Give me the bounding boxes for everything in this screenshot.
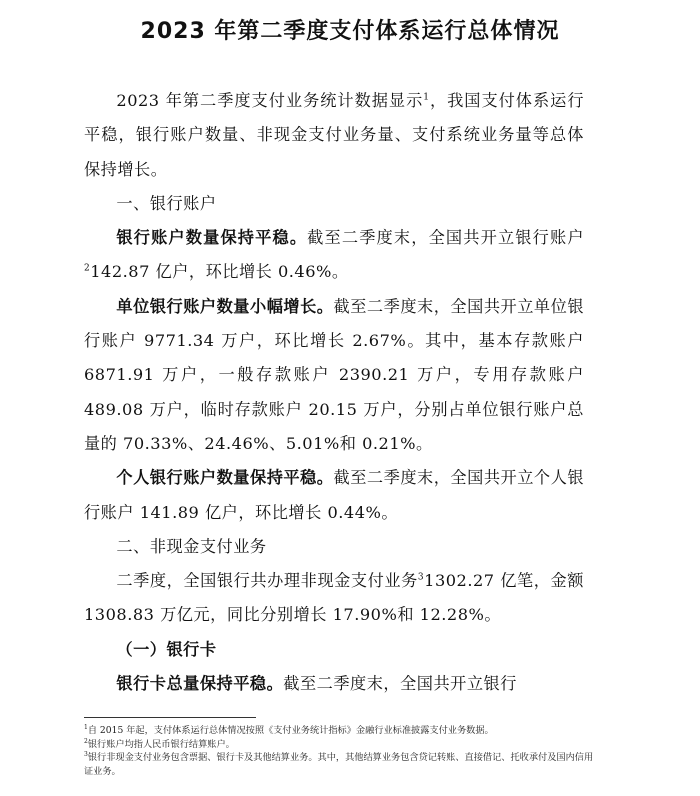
- document-body: [84, 84, 584, 701]
- intro-text-after: ，我国支付体系运行平稳，银行账户数量、非现金支付业务量、支付系统业务量等总体保持增长。: [84, 91, 585, 179]
- paragraph-bank-accounts-total: [84, 221, 584, 290]
- paragraph-unit-accounts: [84, 290, 584, 461]
- paragraph-text-before: 截至二季度末，全国共开立银行账户: [307, 228, 585, 248]
- footnote-mark: 3: [84, 750, 88, 758]
- paragraph-text: 截至二季度末，全国共开立银行: [283, 674, 517, 694]
- footnote-text: 银行非现金支付业务包含票据、银行卡及其他结算业务。其中，其他结算业务包含贷记转账、直接借记、托收承付及国内信用证业务。: [84, 752, 594, 777]
- footnote-text: 银行账户均指人民币银行结算账户。: [87, 738, 235, 750]
- paragraph-text-before: 二季度，全国银行共办理非现金支付业务: [116, 571, 418, 591]
- paragraph-text-after: 1302.27 亿笔，金额 1308.83 万亿元，同比分别增长 17.90%和 12.28%。: [84, 571, 584, 625]
- footnote-1: [84, 724, 594, 738]
- footnotes: [84, 724, 594, 778]
- lead-sentence: 个人银行账户数量保持平稳。: [116, 468, 334, 488]
- document-title: 2023 年第二季度支付体系运行总体情况: [140, 19, 560, 44]
- lead-sentence: 银行账户数量保持平稳。: [116, 228, 308, 248]
- section-heading-bank-accounts: 一、银行账户: [116, 193, 217, 213]
- footnote-ref-1[interactable]: 1: [423, 92, 430, 103]
- footnote-divider: [84, 717, 256, 718]
- intro-text-before: 2023 年第二季度支付业务统计数据显示: [116, 91, 424, 110]
- footnote-2: [84, 738, 594, 752]
- paragraph-non-cash-payments: [84, 564, 584, 633]
- footnote-ref-3[interactable]: 3: [417, 572, 425, 583]
- paragraph-bank-cards: [84, 667, 584, 701]
- footnote-ref-2[interactable]: 2: [84, 264, 91, 275]
- lead-sentence: 单位银行账户数量小幅增长。: [116, 296, 334, 316]
- footnote-3: [84, 751, 594, 778]
- paragraph-text: 截至二季度末，全国共开立个人银行账户 141.89 亿户，环比增长 0.44%。: [84, 468, 585, 522]
- lead-sentence: 银行卡总量保持平稳。: [116, 674, 284, 694]
- footnote-text: 自 2015 年起，支付体系运行总体情况按照《支付业务统计指标》金融行业标准披露支付业务数据。: [87, 725, 494, 736]
- footnote-mark: 2: [84, 737, 88, 745]
- paragraph-text-after: 142.87 亿户，环比增长 0.46%。: [90, 262, 349, 282]
- intro-paragraph: [84, 84, 584, 187]
- section-heading-non-cash-payments: 二、非现金支付业务: [116, 536, 267, 556]
- paragraph-personal-accounts: [84, 461, 584, 530]
- paragraph-text: 截至二季度末，全国共开立单位银行账户 9771.34 万户，环比增长 2.67%。其中，基本存款账户 6871.91 万户，一般存款账户 2390.21 万户，专用存款账户 489.08 万户，临时存款账户 20.15 万户，分别占单位银行账户总量的 70.33%、24.46%、5.01%和 0.21%。: [84, 296, 585, 453]
- subheading-bank-cards: （一）银行卡: [116, 639, 217, 659]
- footnote-mark: 1: [84, 723, 88, 731]
